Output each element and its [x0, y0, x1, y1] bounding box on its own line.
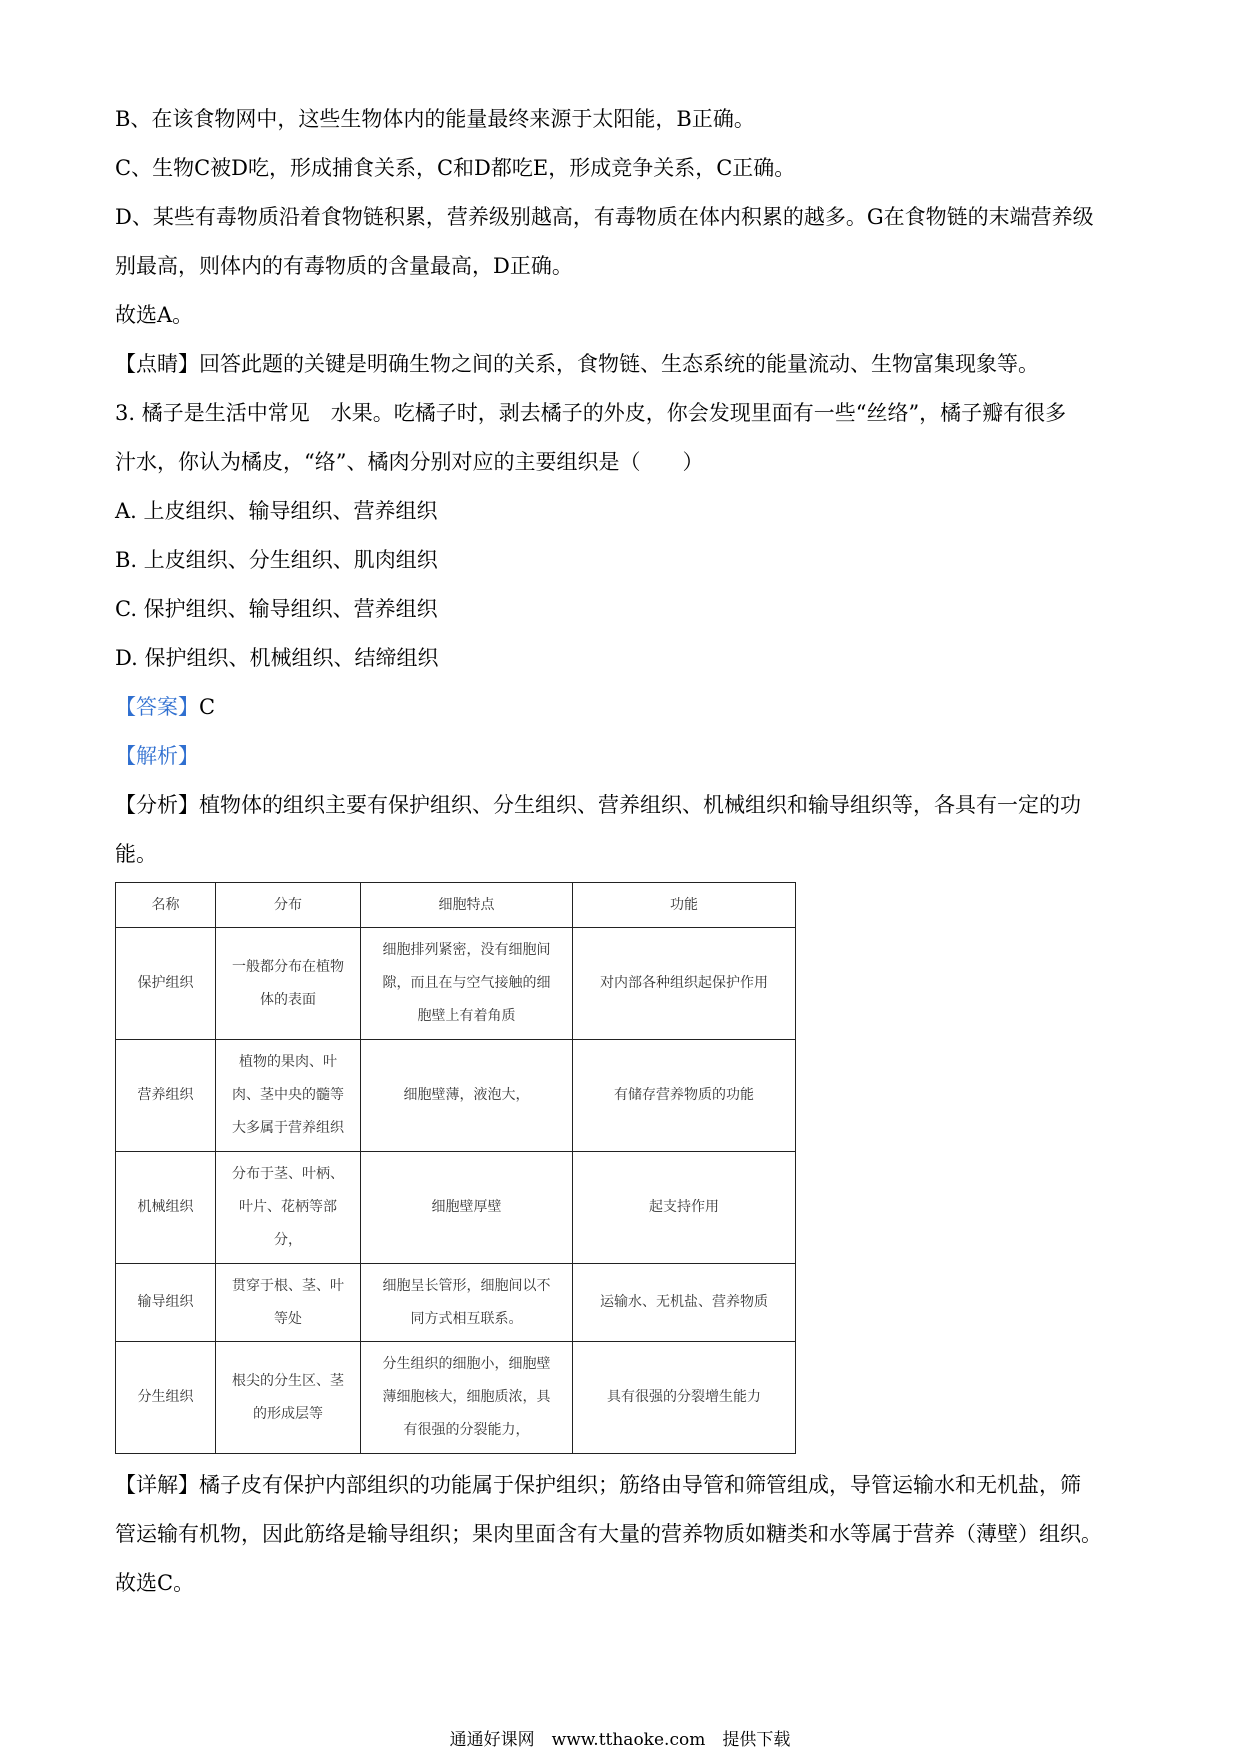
cell-features-line: 隙，而且在与空气接触的细 — [382, 975, 551, 991]
cell-features-line: 同方式相互联系。 — [410, 1310, 523, 1327]
cell-distribution-line: 等处 — [274, 1310, 302, 1327]
cell-name: 输导组织 — [116, 1264, 216, 1342]
cell-features-line: 细胞壁薄，液泡大， — [403, 1087, 530, 1103]
cell-function-line: 有储存营养物质的功能 — [614, 1087, 754, 1103]
option-b: B. 上皮组织、分生组织、肌肉组织 — [115, 548, 438, 572]
header-name: 名称 — [116, 883, 216, 928]
cell-distribution-line: 的形成层等 — [253, 1405, 323, 1422]
cell-distribution-line: 叶片、花柄等部 — [239, 1199, 337, 1215]
cell-name: 营养组织 — [116, 1040, 216, 1152]
cell-function — [573, 1342, 796, 1454]
cell-name: 机械组织 — [116, 1152, 216, 1264]
answer-label: 【答案】 — [115, 695, 199, 719]
cell-function — [573, 928, 796, 1040]
cell-features — [361, 1264, 573, 1342]
header-distribution: 分布 — [216, 883, 361, 928]
analysis-line-2: 能。 — [115, 842, 157, 866]
cell-function-line: 具有很强的分裂增生能力 — [607, 1389, 761, 1405]
cell-distribution-line: 分布于茎、叶柄、 — [232, 1166, 344, 1182]
analysis-label: 【解析】 — [115, 744, 199, 768]
cell-features-line: 细胞壁厚壁 — [431, 1199, 502, 1215]
cell-distribution-line: 体的表面 — [260, 991, 316, 1008]
paragraph-option-d-explanation-1: D、某些有毒物质沿着食物链积累，营养级别越高，有毒物质在体内积累的越多。G在食物链的末端营养级 — [115, 205, 1094, 229]
cell-features-line: 细胞排列紧密，没有细胞间 — [382, 942, 551, 958]
table-row — [116, 1040, 796, 1152]
cell-features-line: 胞壁上有着角质 — [417, 1008, 516, 1024]
cell-function — [573, 1152, 796, 1264]
cell-name: 分生组织 — [116, 1342, 216, 1454]
cell-distribution-line: 一般都分布在植物 — [232, 958, 344, 975]
table-row — [116, 1152, 796, 1264]
cell-features-line: 细胞呈长管形，细胞间以不 — [382, 1277, 551, 1294]
detail-line-1: 【详解】橘子皮有保护内部组织的功能属于保护组织；筋络由导管和筛管组成，导管运输水和无机盐，筛 — [115, 1473, 1081, 1497]
table-header-row — [116, 883, 796, 928]
cell-distribution — [216, 928, 361, 1040]
cell-distribution-line: 肉、茎中央的髓等 — [232, 1087, 344, 1103]
option-d: D. 保护组织、机械组织、结缔组织 — [115, 646, 439, 670]
option-a: A. 上皮组织、输导组织、营养组织 — [115, 499, 438, 523]
tissue-table-body — [116, 928, 796, 1454]
cell-features — [361, 1040, 573, 1152]
cell-distribution-line: 贯穿于根、茎、叶 — [232, 1277, 344, 1294]
cell-features — [361, 928, 573, 1040]
tissue-table — [115, 882, 796, 1454]
table-row — [116, 1264, 796, 1342]
cell-features — [361, 1152, 573, 1264]
paragraph-key-point: 【点睛】回答此题的关键是明确生物之间的关系，食物链、生态系统的能量流动、生物富集现象等。 — [115, 352, 1039, 376]
cell-name: 保护组织 — [116, 928, 216, 1040]
paragraph-choose-a: 故选A。 — [115, 303, 194, 327]
answer-value: C — [199, 695, 216, 719]
paragraph-option-b-explanation: B、在该食物网中，这些生物体内的能量最终来源于太阳能，B正确。 — [115, 107, 755, 131]
detail-line-3: 故选C。 — [115, 1571, 195, 1595]
option-c: C. 保护组织、输导组织、营养组织 — [115, 597, 438, 621]
cell-features — [361, 1342, 573, 1454]
paragraph-option-d-explanation-2: 别最高，则体内的有毒物质的含量最高，D正确。 — [115, 254, 573, 278]
analysis-line-1: 【分析】植物体的组织主要有保护组织、分生组织、营养组织、机械组织和输导组织等，各具有一定的功 — [115, 793, 1081, 817]
cell-distribution-line: 分， — [274, 1232, 302, 1248]
header-cell-features: 细胞特点 — [361, 883, 573, 928]
cell-distribution — [216, 1152, 361, 1264]
cell-features-line: 薄细胞核大，细胞质浓，具 — [382, 1389, 551, 1405]
question-3-line-2: 汁水，你认为橘皮，“络”、橘肉分别对应的主要组织是（ ） — [115, 450, 704, 474]
cell-function — [573, 1264, 796, 1342]
cell-function — [573, 1040, 796, 1152]
cell-distribution-line: 根尖的分生区、茎 — [232, 1372, 344, 1389]
cell-distribution — [216, 1264, 361, 1342]
cell-function-line: 运输水、无机盐、营养物质 — [600, 1294, 768, 1310]
page-footer: 通通好课网 www.tthaoke.com 提供下载 — [449, 1730, 791, 1750]
header-function: 功能 — [573, 883, 796, 928]
cell-distribution — [216, 1342, 361, 1454]
cell-function-line: 起支持作用 — [649, 1199, 719, 1215]
cell-features-line: 分生组织的细胞小，细胞壁 — [382, 1356, 551, 1372]
cell-features-line: 有很强的分裂能力， — [403, 1422, 530, 1438]
question-3-line-1: 3. 橘子是生活中常见 水果。吃橘子时，剥去橘子的外皮，你会发现里面有一些“丝络”，橘子瓣有很多 — [115, 401, 1067, 425]
answer-line — [115, 692, 1135, 722]
detail-line-2: 管运输有机物，因此筋络是输导组织；果肉里面含有大量的营养物质如糖类和水等属于营养（薄壁）组织。 — [115, 1522, 1102, 1546]
cell-function-line: 对内部各种组织起保护作用 — [600, 975, 768, 991]
table-row — [116, 1342, 796, 1454]
table-row — [116, 928, 796, 1040]
cell-distribution-line: 植物的果肉、叶 — [239, 1054, 337, 1070]
cell-distribution — [216, 1040, 361, 1152]
cell-distribution-line: 大多属于营养组织 — [232, 1120, 344, 1136]
paragraph-option-c-explanation: C、生物C被D吃，形成捕食关系，C和D都吃E，形成竞争关系，C正确。 — [115, 156, 796, 180]
